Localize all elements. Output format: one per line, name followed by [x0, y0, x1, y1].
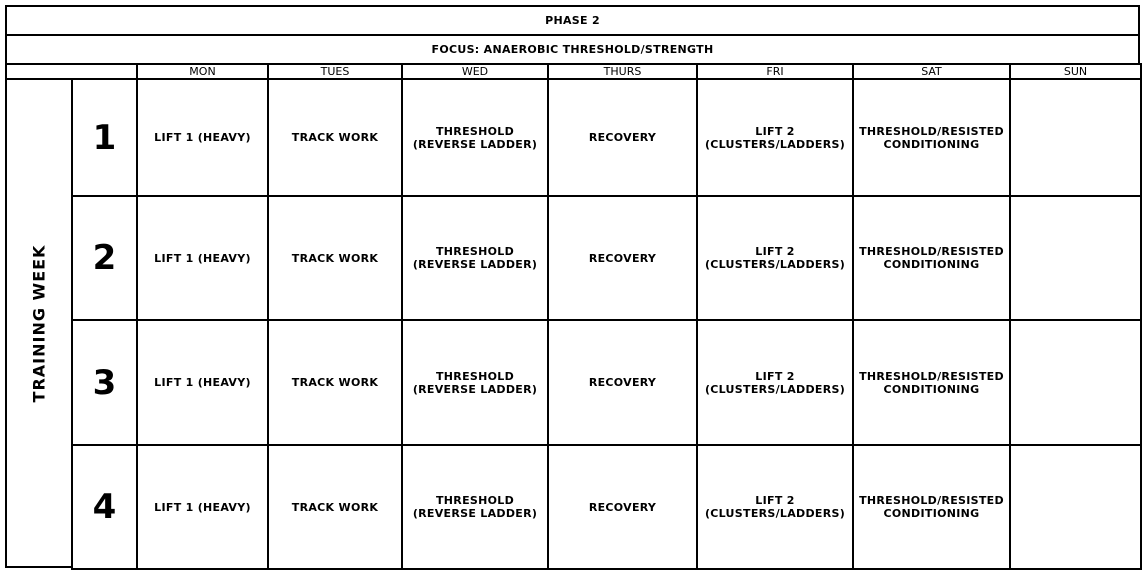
- session-cell: TRACK WORK: [267, 78, 403, 197]
- session-cell: [1009, 195, 1142, 321]
- session-cell: THRESHOLD (REVERSE LADDER): [401, 319, 549, 446]
- week-number-2: 2: [71, 195, 138, 321]
- session-cell: [1009, 319, 1142, 446]
- session-cell: LIFT 1 (HEAVY): [136, 319, 269, 446]
- session-cell: THRESHOLD/RESISTED CONDITIONING: [852, 78, 1011, 197]
- session-cell: TRACK WORK: [267, 195, 403, 321]
- session-cell: THRESHOLD/RESISTED CONDITIONING: [852, 444, 1011, 570]
- session-cell: [1009, 78, 1142, 197]
- session-cell: LIFT 2 (CLUSTERS/LADDERS): [696, 319, 854, 446]
- session-cell: RECOVERY: [547, 444, 698, 570]
- side-label: TRAINING WEEK: [29, 244, 49, 402]
- session-cell: RECOVERY: [547, 78, 698, 197]
- session-cell: THRESHOLD (REVERSE LADDER): [401, 444, 549, 570]
- session-cell: LIFT 1 (HEAVY): [136, 195, 269, 321]
- session-cell: TRACK WORK: [267, 319, 403, 446]
- session-cell: RECOVERY: [547, 319, 698, 446]
- session-cell: THRESHOLD/RESISTED CONDITIONING: [852, 195, 1011, 321]
- session-cell: RECOVERY: [547, 195, 698, 321]
- week-number-4: 4: [71, 444, 138, 570]
- day-header-sun: SUN: [1009, 63, 1142, 80]
- session-cell: LIFT 2 (CLUSTERS/LADDERS): [696, 78, 854, 197]
- session-cell: THRESHOLD/RESISTED CONDITIONING: [852, 319, 1011, 446]
- day-header-fri: FRI: [696, 63, 854, 80]
- day-header-mon: MON: [136, 63, 269, 80]
- session-cell: LIFT 2 (CLUSTERS/LADDERS): [696, 444, 854, 570]
- session-cell: LIFT 1 (HEAVY): [136, 78, 269, 197]
- session-cell: [1009, 444, 1142, 570]
- session-cell: LIFT 1 (HEAVY): [136, 444, 269, 570]
- day-header-tues: TUES: [267, 63, 403, 80]
- session-cell: THRESHOLD (REVERSE LADDER): [401, 78, 549, 197]
- day-header-wed: WED: [401, 63, 549, 80]
- day-header-sat: SAT: [852, 63, 1011, 80]
- side-label-cell: [5, 78, 73, 568]
- week-number-3: 3: [71, 319, 138, 446]
- phase-title: PHASE 2: [5, 5, 1140, 36]
- focus-row: FOCUS: ANAEROBIC THRESHOLD/STRENGTH: [5, 34, 1140, 65]
- week-number-1: 1: [71, 78, 138, 197]
- session-cell: TRACK WORK: [267, 444, 403, 570]
- session-cell: THRESHOLD (REVERSE LADDER): [401, 195, 549, 321]
- day-header-thurs: THURS: [547, 63, 698, 80]
- session-cell: LIFT 2 (CLUSTERS/LADDERS): [696, 195, 854, 321]
